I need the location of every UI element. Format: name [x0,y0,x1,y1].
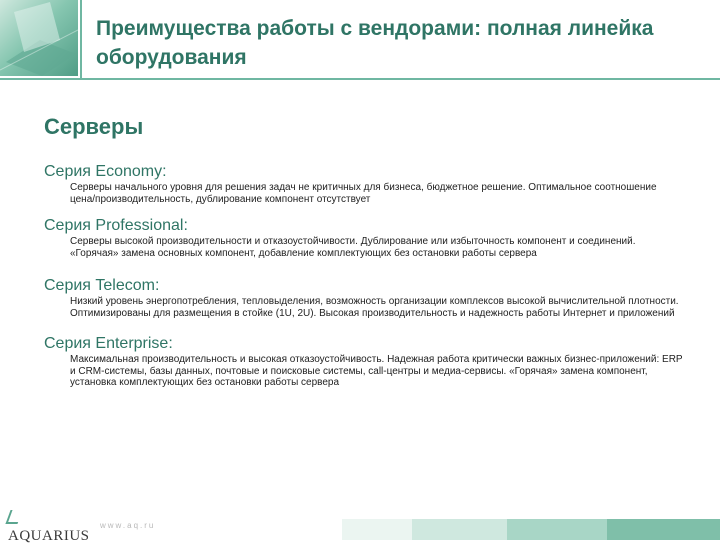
footer-color-bar [72,519,720,540]
series-description: Серверы начального уровня для решения задач не критичных для бизнеса, бюджетное решение. Оптимальное соотношение цена/производительность, дублирование компонент отсутствует [70,182,657,205]
series-heading: Серия Telecom: [44,277,160,294]
series-professional [44,216,684,259]
series-telecom [44,276,684,319]
header-corner-image [0,0,78,76]
footer-segment [342,519,412,540]
series-heading: Серия Enterprise: [44,335,173,352]
footer-segment [412,519,507,540]
logo-text: AQUARIUS [8,528,90,544]
series-economy [44,162,684,205]
series-description: Серверы высокой производительности и отказоустойчивости. Дублирование или избыточность компонент и соединений. «Горячая» замена основных компонент, добавление комплектующих без остановки работы сервера [70,236,636,259]
footer-url: www.aq.ru [100,521,156,530]
series-heading: Серия Economy: [44,163,167,180]
header-horizontal-rule [0,78,720,80]
series-description: Низкий уровень энергопотребления, тепловыделения, возможность организации комплексов высокой вычислительной плотности. Оптимизированы для размещения в стойке (1U, 2U). Высокая производительность и надежность работы Интернет и приложений [70,296,679,319]
section-title: Серверы [44,114,144,139]
laptop-image-icon [0,0,78,76]
series-description: Максимальная производительность и высокая отказоустойчивость. Надежная работа критически важных бизнес-приложений: ERP и CRM-системы, базы данных, почтовые и поисковые системы, call-центры и медиа-сервисы. «Горячая» замена компонент, установка комплектующих без остановки работы сервера [70,354,683,388]
logo-mark-icon [5,510,22,524]
footer-segment [607,519,720,540]
header-vertical-rule [80,0,82,78]
company-logo [8,510,90,544]
footer-segment [507,519,607,540]
page-title: Преимущества работы с вендорами: полная линейка оборудования [96,17,654,69]
series-enterprise [44,334,684,389]
series-heading: Серия Professional: [44,217,188,234]
